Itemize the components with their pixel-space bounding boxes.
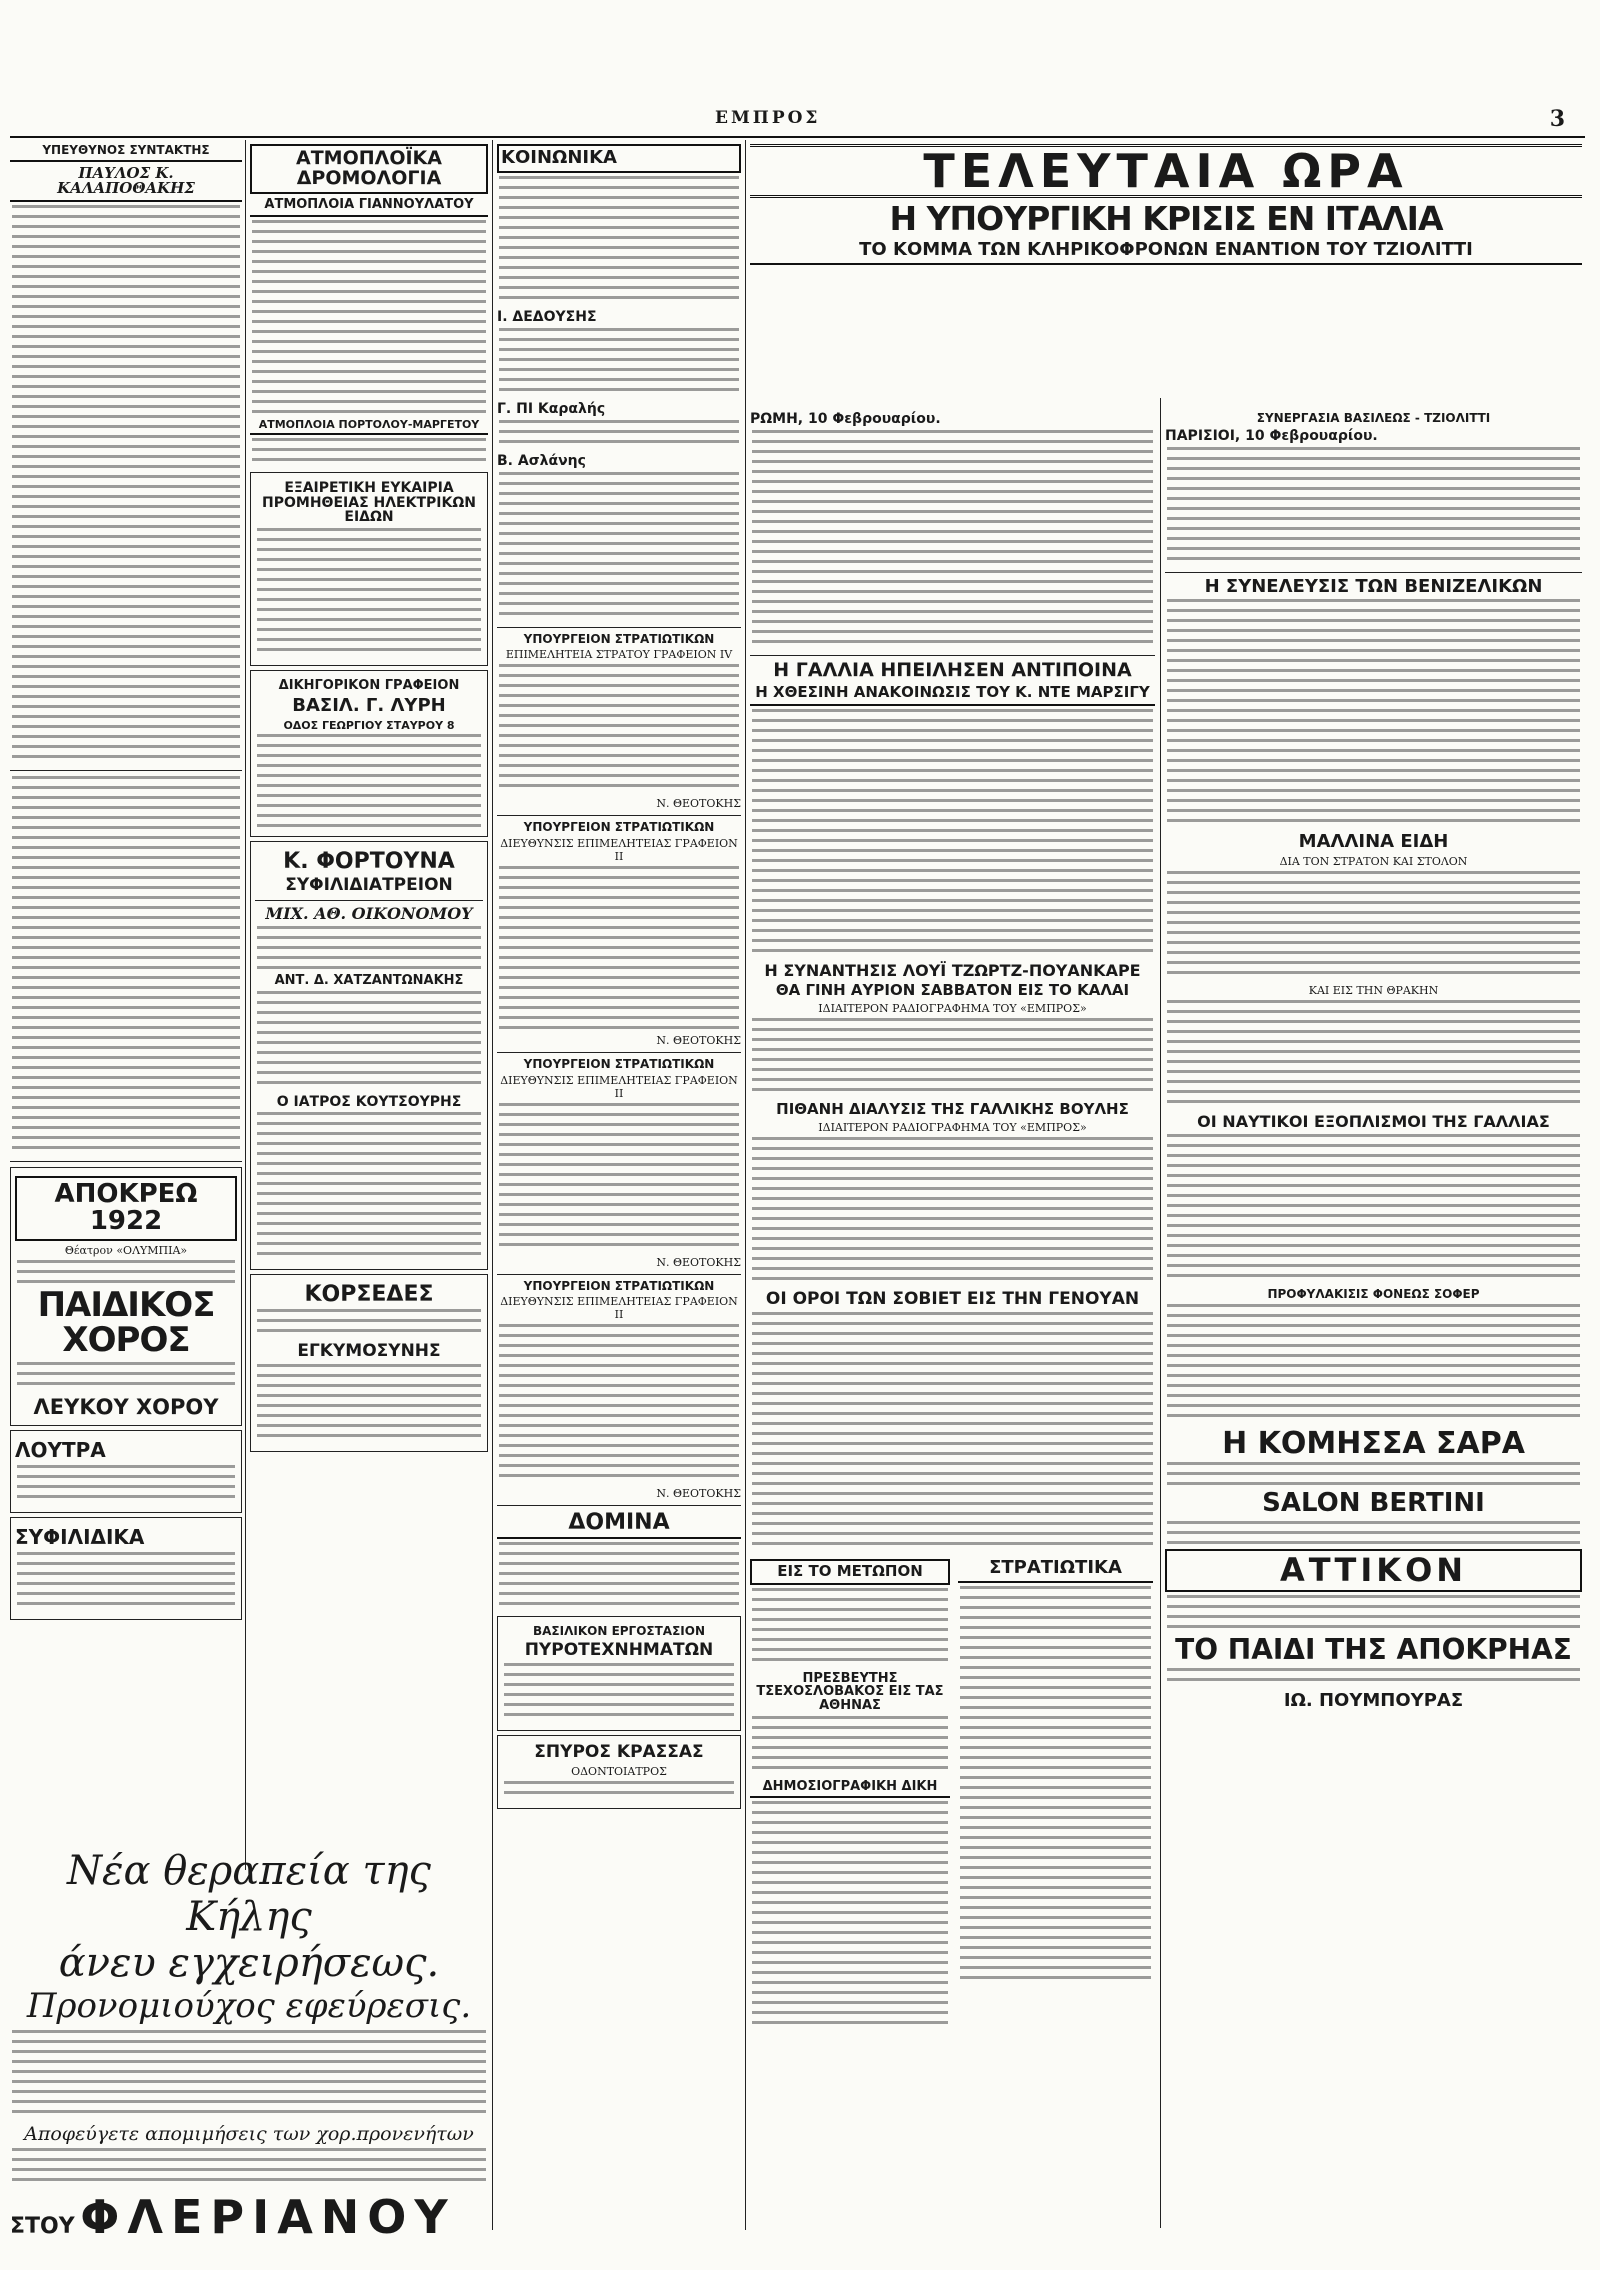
- divider: [1165, 572, 1582, 573]
- column-rule: [1160, 398, 1161, 2228]
- shipping-sub-2: ΑΤΜΟΠΛΟΙΑ ΠΟΡΤΟΛΟΥ-ΜΑΡΓΕΤΟΥ: [250, 419, 488, 436]
- wool-subheadline: ΔΙΑ ΤΟΝ ΣΤΡΑΤΟΝ ΚΑΙ ΣΤΟΛΟΝ: [1279, 855, 1468, 869]
- thrace-headline: ΚΑΙ ΕΙΣ ΤΗΝ ΘΡΑΚΗΝ: [1308, 984, 1439, 998]
- notice-3-signature: Ν. ΘΕΟΤΟΚΗΣ: [656, 1255, 741, 1269]
- soviet-headline: ΟΙ ΟΡΟΙ ΤΩΝ ΣΟΒΙΕΤ ΕΙΣ ΤΗΝ ΓΕΝΟΥΑΝ: [765, 1288, 1140, 1309]
- divider: [497, 1505, 741, 1506]
- social-text: [499, 328, 739, 398]
- france-subheadline: Η ΧΘΕΣΙΝΗ ΑΝΑΚΟΙΝΩΣΙΣ ΤΟΥ Κ. ΝΤΕ ΜΑΡΣΙΓΥ: [750, 685, 1155, 706]
- hernia-ad: [10, 1848, 488, 2248]
- meeting-subheadline: ΘΑ ΓΙΝΗ ΑΥΡΙΟΝ ΣΑΒΒΑΤΟΝ ΕΙΣ ΤΟ ΚΑΛΑΙ: [775, 981, 1130, 1000]
- ad-text: [257, 528, 481, 658]
- notice-2-sub: ΔΙΕΥΘΥΝΣΙΣ ΕΠΙΜΕΛΗΤΕΙΑΣ ΓΡΑΦΕΙΟΝ ΙΙ: [500, 837, 738, 864]
- editor-name: ΠΑΥΛΟΣ Κ. ΚΑΛΑΠΟΘΑΚΗΣ: [10, 166, 242, 203]
- corset-sub: ΕΓΚΥΜΟΣΥΝΗΣ: [297, 1341, 441, 1362]
- store-prefix: ΣΤΟΥ: [10, 2213, 75, 2239]
- social-name-2: Γ. ΠΙ Καραλής: [497, 400, 606, 417]
- ad-text: [17, 1260, 235, 1284]
- salon-name: SALON BERTINI: [1262, 1488, 1485, 1519]
- doctor-oikonomou: ΜΙΧ. ΑΘ. ΟΙΚΟΝΟΜΟΥ: [265, 904, 473, 924]
- notice-text: [499, 664, 739, 794]
- notice-text: [499, 1324, 739, 1484]
- divider: [497, 627, 741, 628]
- notice-4-signature: Ν. ΘΕΟΤΟΚΗΣ: [656, 1487, 741, 1501]
- doctor-koutsouris: Ο ΙΑΤΡΟΣ ΚΟΥΤΣΟΥΡΗΣ: [276, 1093, 462, 1110]
- notice-4-title: ΥΠΟΥΡΓΕΙΟΝ ΣΤΡΑΤΙΩΤΙΚΩΝ: [523, 1278, 715, 1293]
- banner-title: ΤΕΛΕΥΤΑΙΑ ΩΡΑ: [750, 144, 1582, 198]
- headline-italy-sub: ΤΟ ΚΟΜΜΑ ΤΩΝ ΚΛΗΡΙΚΟΦΡΟΝΩΝ ΕΝΑΝΤΙΟΝ ΤΟΥ ΤΖΙΟΛΙΤΤΙ: [750, 241, 1582, 265]
- lawyer-name: ΒΑΣΙΛ. Γ. ΛΥΡΗ: [292, 694, 446, 716]
- notice-1-sub: ΕΠΙΜΕΛΗΤΕΙΑ ΣΤΡΑΤΟΥ ΓΡΑΦΕΙΟΝ IV: [505, 648, 733, 662]
- notice-3-sub: ΔΙΕΥΘΥΝΣΙΣ ΕΠΙΜΕΛΗΤΕΙΑΣ ΓΡΑΦΕΙΟΝ ΙΙ: [500, 1073, 738, 1100]
- newspaper-page: [10, 108, 1585, 2258]
- ad-text: [12, 2030, 486, 2120]
- social-text: [499, 176, 739, 306]
- attikon-name: ΑΤΤΙΚΟΝ: [1165, 1549, 1582, 1593]
- dentist-ad: [497, 1735, 741, 1809]
- notice-1-signature: Ν. ΘΕΟΤΟΚΗΣ: [656, 797, 741, 811]
- hernia-line-2: άνευ εγχειρήσεως.: [58, 1940, 440, 1986]
- notice-text: [499, 866, 739, 1031]
- murder-headline: ΠΡΟΦΥΛΑΚΙΣΙΣ ΦΟΝΕΩΣ ΣΟΦΕΡ: [1267, 1287, 1480, 1302]
- paris-dateline: ΠΑΡΙΣΙΟΙ, 10 Φεβρουαρίου.: [1165, 427, 1378, 444]
- doctor-ads: [250, 841, 488, 1270]
- article-text: [1167, 1134, 1580, 1284]
- ad-text: [504, 1663, 734, 1723]
- ad-text: [257, 1309, 481, 1339]
- divider: [497, 1274, 741, 1275]
- notice-2-signature: Ν. ΘΕΟΤΟΚΗΣ: [656, 1034, 741, 1048]
- ad-text: [499, 1542, 739, 1612]
- editor-role: ΥΠΕΥΘΥΝΟΣ ΣΥΝΤΑΚΤΗΣ: [10, 144, 242, 162]
- envoy-headline: ΠΡΕΣΒΕΥΤΗΣ ΤΣΕΧΟΣΛΟΒΑΚΟΣ ΕΙΣ ΤΑΣ ΑΘΗΝΑΣ: [756, 1670, 944, 1713]
- page-number: 3: [1549, 106, 1565, 132]
- article-text: [752, 1801, 948, 2031]
- fireworks-title: ΒΑΣΙΛΙΚΟΝ ΕΡΓΟΣΤΑΣΙΟΝ: [533, 1624, 705, 1639]
- bottom-split-left: [750, 1555, 950, 2034]
- fireworks-ad: [497, 1616, 741, 1730]
- cooperation-head: ΣΥΝΕΡΓΑΣΙΑ ΒΑΣΙΛΕΩΣ - ΤΖΙΟΛΙΤΤΙ: [1256, 411, 1491, 425]
- notice-1-title: ΥΠΟΥΡΓΕΙΟΝ ΣΤΡΑΤΙΩΤΙΚΩΝ: [523, 631, 715, 646]
- article-text: [1167, 1000, 1580, 1110]
- dentist-name: ΣΠΥΡΟΣ ΚΡΑΣΣΑΣ: [534, 1741, 704, 1762]
- ball-title: ΠΑΙΔΙΚΟΣ ΧΟΡΟΣ: [37, 1284, 215, 1361]
- front-headline: ΕΙΣ ΤΟ ΜΕΤΩΠΟΝ: [750, 1559, 950, 1585]
- white-ball-title: ΛΕΥΚΟΥ ΧΟΡΟΥ: [33, 1395, 219, 1420]
- doctor-fortouna: Κ. ΦΟΡΤΟΥΝΑ: [283, 849, 455, 875]
- notice-4-sub: ΔΙΕΥΘΥΝΣΙΣ ΕΠΙΜΕΛΗΤΕΙΑΣ ΓΡΑΦΕΙΟΝ ΙΙ: [500, 1295, 738, 1322]
- article-text: [752, 1137, 1153, 1287]
- divider: [10, 770, 242, 771]
- doctor-chatzantonakis: ΑΝΤ. Δ. ΧΑΤΖΑΝΤΩΝΑΚΗΣ: [274, 972, 464, 988]
- notice-3-title: ΥΠΟΥΡΓΕΙΟΝ ΣΤΡΑΤΙΩΤΙΚΩΝ: [523, 1057, 715, 1072]
- dissolution-headline: ΠΙΘΑΝΗ ΔΙΑΛΥΣΙΣ ΤΗΣ ΓΑΛΛΙΚΗΣ ΒΟΥΛΗΣ: [776, 1100, 1129, 1119]
- domina-title: ΔΟΜΙΝΑ: [497, 1511, 741, 1539]
- article-text: [1167, 1595, 1580, 1631]
- notice-text: [12, 776, 240, 1156]
- notice-2-title: ΥΠΟΥΡΓΕΙΟΝ ΣΤΡΑΤΙΩΤΙΚΩΝ: [523, 820, 715, 835]
- article-text: [1167, 1668, 1580, 1688]
- baths-title: ΛΟΥΤΡΑ: [15, 1438, 106, 1463]
- military-headline: ΣΤΡΑΤΙΩΤΙΚΑ: [958, 1559, 1153, 1583]
- article-text: [752, 1716, 948, 1776]
- article-text: [1167, 1304, 1580, 1424]
- divider: [750, 655, 1155, 656]
- corset-ad: [250, 1274, 488, 1452]
- venizelist-headline: Η ΣΥΝΕΛΕΥΣΙΣ ΤΩΝ ΒΕΝΙΖΕΛΙΚΩΝ: [1204, 575, 1543, 597]
- social-heading: ΚΟΙΝΩΝΙΚΑ: [497, 144, 741, 173]
- ad-text: [257, 926, 481, 970]
- social-name-1: Ι. ΔΕΔΟΥΣΗΣ: [497, 308, 597, 325]
- divider: [497, 815, 741, 816]
- article-text: [752, 430, 1153, 650]
- ad-text: [504, 1781, 734, 1801]
- ad-text: [257, 1364, 481, 1444]
- syphilis-ad: [10, 1517, 242, 1620]
- shipping-text: [252, 220, 486, 415]
- social-text: [499, 420, 739, 450]
- radiogram-label: ΙΔΙΑΙΤΕΡΟΝ ΡΑΔΙΟΓΡΑΦΗΜΑ ΤΟΥ «ΕΜΠΡΟΣ»: [818, 1002, 1087, 1016]
- column-2: [250, 140, 488, 1850]
- law-title: ΔΙΚΗΓΟΡΙΚΟΝ ΓΡΑΦΕΙΟΝ: [278, 678, 460, 694]
- obstetrician-name: ΙΩ. ΠΟΥΜΠΟΥΡΑΣ: [1283, 1689, 1464, 1711]
- ad-text: [257, 991, 481, 1091]
- masthead: [10, 108, 1585, 138]
- article-text: [752, 1018, 1153, 1098]
- article-text: [1167, 599, 1580, 829]
- bottom-split-right: [958, 1555, 1153, 2034]
- column-rule: [745, 140, 746, 2230]
- article-text: [1167, 871, 1580, 981]
- carnival-ad: [10, 1167, 242, 1426]
- electrical-ad: [250, 472, 488, 666]
- editorial-text: [12, 205, 240, 765]
- shipping-heading: ΑΤΜΟΠΛΟΪΚΑ ΔΡΟΜΟΛΟΓΙΑ: [250, 144, 488, 194]
- dentist-title: ΟΔΟΝΤΟΙΑΤΡΟΣ: [571, 1764, 667, 1778]
- column-rule: [245, 140, 246, 1870]
- naval-headline: ΟΙ ΝΑΥΤΙΚΟΙ ΕΞΟΠΛΙΣΜΟΙ ΤΗΣ ΓΑΛΛΙΑΣ: [1197, 1112, 1550, 1132]
- rome-dateline: ΡΩΜΗ, 10 Φεβρουαρίου.: [750, 411, 941, 427]
- press-trial-headline: ΔΗΜΟΣΙΟΓΡΑΦΙΚΗ ΔΙΚΗ: [750, 1780, 950, 1799]
- latest-news-banner: [750, 140, 1582, 400]
- countess-headline: Η ΚΟΜΗΣΣΑ ΣΑΡΑ: [1222, 1425, 1525, 1461]
- law-address: ΟΔΟΣ ΓΕΩΡΓΙΟΥ ΣΤΑΥΡΟΥ 8: [283, 718, 455, 732]
- notice-text: [499, 1103, 739, 1253]
- corset-title: ΚΟΡΣΕΔΕΣ: [304, 1282, 434, 1308]
- fireworks-sub: ΠΥΡΟΤΕΧΝΗΜΑΤΩΝ: [524, 1639, 714, 1660]
- hernia-line-3: Προνομιούχος εφεύρεσις.: [26, 1986, 472, 2026]
- social-text: [499, 472, 739, 622]
- wool-headline: ΜΑΛΛΙΝΑ ΕΙΔΗ: [1298, 831, 1449, 853]
- ad-text: [257, 1112, 481, 1262]
- column-1: [10, 140, 242, 1850]
- ad-text: [12, 2148, 486, 2182]
- divider: [497, 1052, 741, 1053]
- theater-name: Θέατρον «ΟΛΥΜΠΙΑ»: [64, 1243, 188, 1257]
- syphilis-title: ΣΥΦΙΛΙΔΙΚΑ: [15, 1525, 145, 1550]
- syphilis-clinic: ΣΥΦΙΛΙΔΙΑΤΡΕΙΟΝ: [285, 875, 453, 896]
- electrical-title: ΕΞΑΙΡΕΤΙΚΗ ΕΥΚΑΙΡΙΑ ΠΡΟΜΗΘΕΙΑΣ ΗΛΕΚΤΡΙΚΩΝ ΕΙΔΩΝ: [262, 480, 476, 526]
- shipping-sub-1: ΑΤΜΟΠΛΟΙΑ ΓΙΑΝΝΟΥΛΑΤΟΥ: [250, 198, 488, 217]
- article-text: [752, 709, 1153, 959]
- divider: [255, 900, 483, 901]
- newspaper-name: ΕΜΠΡΟΣ: [715, 108, 821, 128]
- column-5: [1165, 408, 1582, 2223]
- social-name-3: Β. Ασλάνης: [497, 452, 586, 469]
- article-text: [1167, 1521, 1580, 1545]
- article-text: [752, 1312, 1153, 1552]
- column-4: [750, 408, 1155, 2223]
- baths-ad: [10, 1430, 242, 1513]
- article-text: [1167, 447, 1580, 567]
- ad-text: [17, 1362, 235, 1392]
- article-text: [1167, 1462, 1580, 1486]
- bottom-split: [750, 1555, 1155, 2034]
- shipping-text: [252, 438, 486, 468]
- store-name: ΦΛΕΡΙΑΝΟΥ: [80, 2189, 456, 2244]
- article-text: [960, 1586, 1151, 1986]
- article-text: [752, 1588, 948, 1668]
- child-headline: ΤΟ ΠΑΙΔΙ ΤΗΣ ΑΠΟΚΡΗΑΣ: [1175, 1633, 1572, 1667]
- divider: [10, 1161, 242, 1162]
- carnival-title: ΑΠΟΚΡΕΩ 1922: [15, 1176, 237, 1241]
- ad-text: [17, 1552, 235, 1612]
- radiogram-label: ΙΔΙΑΙΤΕΡΟΝ ΡΑΔΙΟΓΡΑΦΗΜΑ ΤΟΥ «ΕΜΠΡΟΣ»: [818, 1120, 1087, 1134]
- ad-text: [17, 1465, 235, 1505]
- store-line: [10, 2190, 488, 2244]
- france-headline: Η ΓΑΛΛΙΑ ΗΠΕΙΛΗΣΕΝ ΑΝΤΙΠΟΙΝΑ: [773, 659, 1132, 681]
- column-rule: [492, 140, 493, 2230]
- headline-italy: Η ΥΠΟΥΡΓΙΚΗ ΚΡΙΣΙΣ ΕΝ ΙΤΑΛΙΑ: [889, 199, 1443, 239]
- meeting-headline: Η ΣΥΝΑΝΤΗΣΙΣ ΛΟΥΪ ΤΖΩΡΤΖ-ΠΟΥΑΝΚΑΡΕ: [764, 960, 1141, 980]
- column-3: [497, 140, 741, 2225]
- ad-text: [257, 734, 481, 829]
- law-office-ad: [250, 670, 488, 837]
- hernia-line-1: Νέα θεραπεία της Κήλης: [67, 1848, 431, 1940]
- hernia-warning: Αποφεύγετε απομιμήσεις των χορ.προνενήτων: [24, 2122, 474, 2145]
